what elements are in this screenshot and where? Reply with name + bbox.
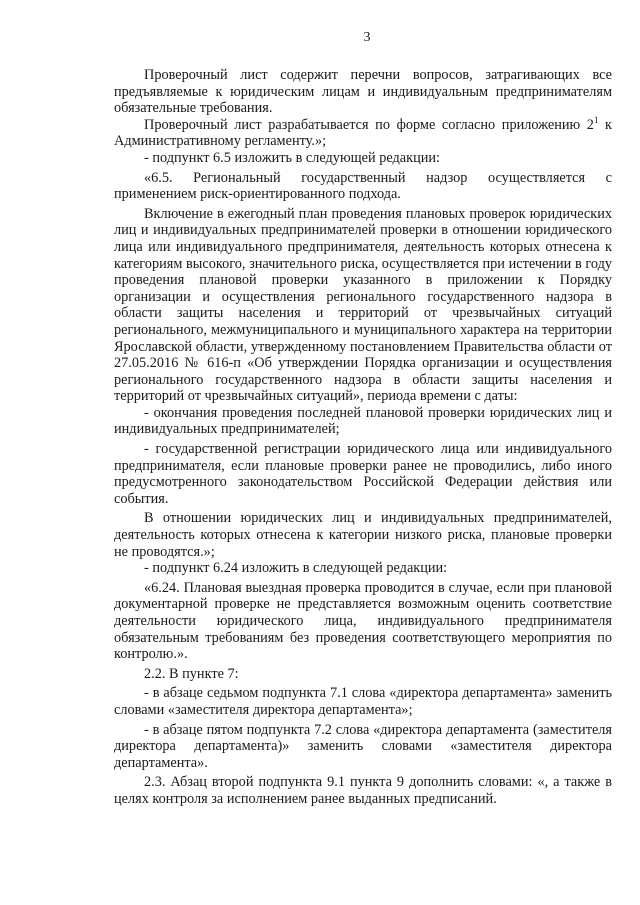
paragraph-6-5: «6.5. Региональный государственный надзор осуществляется с применением риск-ориентированного подхода. <box>114 169 612 203</box>
paragraph-state-registration: - государственной регистрации юридического лица или индивидуального предпринимателя, если плановые проверки ранее не проводились, либо иного предусмотренного законодательством Российской Федерации действия или события. <box>114 441 612 507</box>
page-number: 3 <box>363 30 371 45</box>
paragraph-2-2: 2.2. В пункте 7: <box>144 665 239 682</box>
paragraph-subclause-6-24-intro: - подпункт 6.24 изложить в следующей редакции: <box>144 560 448 577</box>
paragraph-checklist-form-tail: к Административному регламенту.»; <box>114 116 612 150</box>
paragraph-7-2: - в абзаце пятом подпункта 7.2 слова «директора департамента (заместителя директора департамента)» заменить словами «заместителя директора департамента». <box>114 721 612 771</box>
footnote-marker: 1 <box>593 115 599 126</box>
paragraph-checklist-content: Проверочный лист содержит перечни вопросов, затрагивающих все предъявляемые к юридическим лицам и индивидуальным предпринимателям обязательные требования. <box>114 67 612 117</box>
paragraph-6-24: «6.24. Плановая выездная проверка проводится в случае, если при плановой документарной проверке не представляется возможным оценить соответствие деятельности юридического лица, индивидуального предпринимателя обязательным требованиям без проведения соответствующего мероприятия по контролю.». <box>114 579 612 663</box>
paragraph-inspection-end: - окончания проведения последней плановой проверки юридических лиц и индивидуальных предпринимателей; <box>114 404 612 438</box>
paragraph-checklist-form-text: Проверочный лист разрабатывается по форме согласно приложению 2 <box>144 116 594 133</box>
paragraph-subclause-6-5-intro: - подпункт 6.5 изложить в следующей редакции: <box>144 149 441 166</box>
paragraph-plan-inclusion: Включение в ежегодный план проведения плановых проверок юридических лиц и индивидуальных предпринимателей проверки в отношении юридического лица или индивидуального предпринимателя, деятельность которых отнесена к категориям высокого, значительного риска, осуществляется при истечении в году проведения плановой проверки указанного в приложении к Порядку организации и осуществления регионального государственного надзора в области защиты населения и территорий от чрезвычайных ситуаций регионального, межмуниципального и муниципального характера на территории Ярославской области, утвержденному постановлением Правительства области от 27.05.2016 № 616-п «Об утверждении Порядка организации и осуществления регионального государственного надзора в области защиты населения и территорий от чрезвычайных ситуаций», периода времени с даты: <box>114 205 612 405</box>
paragraph-2-3: 2.3. Абзац второй подпункта 9.1 пункта 9 дополнить словами: «, а также в целях контроля за исполнением ранее выданных предписаний. <box>114 774 612 807</box>
document-body <box>114 67 612 808</box>
paragraph-checklist-form <box>114 117 612 150</box>
paragraph-7-1: - в абзаце седьмом подпункта 7.1 слова «директора департамента» заменить словами «заместителя директора департамента»; <box>114 685 612 718</box>
paragraph-low-risk: В отношении юридических лиц и индивидуальных предпринимателей, деятельность которых отнесена к категории низкого риска, плановые проверки не проводятся.»; <box>114 510 612 560</box>
